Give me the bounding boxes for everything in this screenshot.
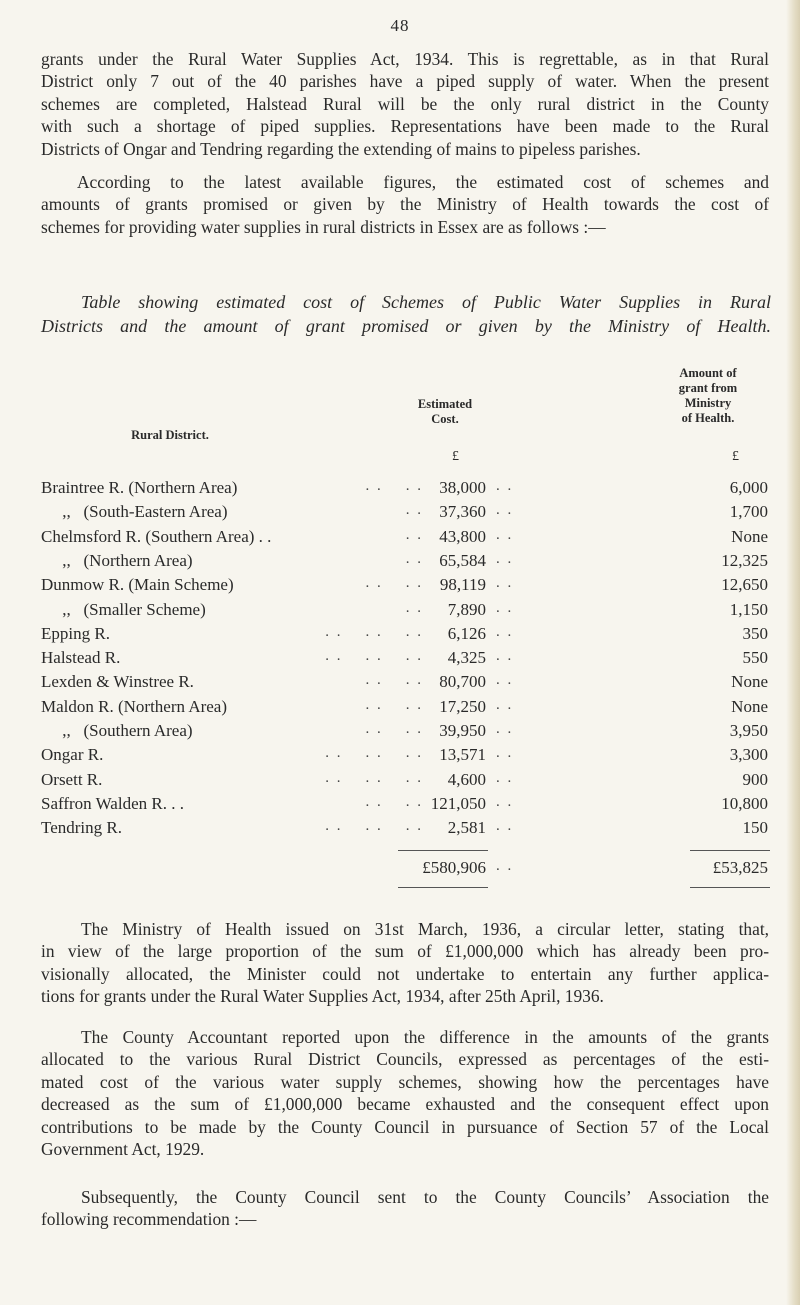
total-rule-top xyxy=(398,850,488,851)
table-row xyxy=(0,648,800,672)
text-line: schemes for providing water supplies in rural districts in Essex are as follows :— xyxy=(41,216,606,237)
table-row xyxy=(0,697,800,721)
page-number: 48 xyxy=(390,16,410,35)
estimated-cost: 7,890 xyxy=(447,599,486,619)
leader-dots: . . . . . . xyxy=(325,769,423,786)
column-header-grant xyxy=(652,366,764,426)
caption-line: Districts and the amount of grant promised or given by the Ministry of Health. xyxy=(41,316,771,336)
leader-dots: . . xyxy=(496,575,514,592)
text-line: schemes are completed, Halstead Rural will be the only rural district in the County xyxy=(41,93,769,114)
district-name: Ongar R. xyxy=(41,745,104,765)
leader-dots: . . . . xyxy=(365,575,423,592)
header-line: Ministry xyxy=(684,396,732,410)
text-line: The County Accountant reported upon the difference in the amounts of the grants xyxy=(81,1027,769,1047)
estimated-cost: 17,250 xyxy=(439,696,486,716)
text-line: following recommendation :— xyxy=(41,1209,257,1230)
circular-paragraph xyxy=(41,918,769,1008)
total-rule-top xyxy=(690,850,770,851)
leader-dots: . . xyxy=(496,745,514,762)
figures-paragraph xyxy=(41,171,769,238)
grant-amount: None xyxy=(731,696,768,716)
table-row xyxy=(0,818,800,842)
table-row xyxy=(0,527,800,551)
district-name: ,, (Southern Area) xyxy=(41,721,193,740)
total-rule-bottom xyxy=(690,887,770,888)
page-edge-shadow xyxy=(786,0,800,1305)
header-line: Estimated xyxy=(417,397,473,411)
text-line: Government Act, 1929. xyxy=(41,1139,205,1160)
table-row xyxy=(0,624,800,648)
grant-amount: 10,800 xyxy=(721,793,768,813)
leader-dots: . . xyxy=(496,696,514,713)
table-row xyxy=(0,721,800,745)
text-line: The Ministry of Health issued on 31st March, 1936, a circular letter, stating that, xyxy=(81,919,769,939)
grant-amount: 150 xyxy=(742,818,768,838)
estimated-cost: 121,050 xyxy=(430,793,486,813)
column-header-district: Rural District. xyxy=(131,428,209,442)
text-line: mated cost of the various water supply schemes, showing how the percentages have xyxy=(41,1071,769,1092)
district-name: ,, (Smaller Scheme) xyxy=(41,599,206,619)
leader-dots: . . xyxy=(496,502,514,519)
leader-dots: . . xyxy=(405,502,423,519)
text-line: District only 7 out of the 40 parishes have a piped supply of water. When the present xyxy=(41,71,769,92)
estimated-cost: 98,119 xyxy=(439,575,486,595)
table-row xyxy=(0,551,800,575)
estimated-cost: 37,360 xyxy=(439,502,486,522)
leader-dots: . . . . xyxy=(365,793,423,810)
grant-amount: 1,150 xyxy=(729,599,768,619)
estimated-cost: 4,325 xyxy=(447,648,486,668)
text-line: Districts of Ongar and Tendring regarding the extending of mains to pipeless parishes. xyxy=(41,138,641,159)
district-name: Saffron Walden R. . . xyxy=(41,793,184,813)
leader-dots: . . . . xyxy=(365,696,423,713)
estimated-cost: 38,000 xyxy=(439,478,486,497)
table-row xyxy=(0,770,800,794)
leader-dots: . . xyxy=(405,550,423,567)
grant-amount: 900 xyxy=(742,769,768,789)
grant-amount: 350 xyxy=(742,623,768,643)
leader-dots: . . xyxy=(496,818,514,835)
header-line: grant from xyxy=(678,381,738,395)
leader-dots: . . xyxy=(496,648,514,665)
district-name: Lexden & Winstree R. xyxy=(41,672,194,692)
leader-dots: . . . . xyxy=(365,721,423,737)
estimated-cost: 43,800 xyxy=(439,526,486,546)
district-name: Maldon R. (Northern Area) xyxy=(41,696,228,716)
district-name: Chelmsford R. (Southern Area) . . xyxy=(41,526,272,546)
table-row xyxy=(0,600,800,624)
header-line: Amount of xyxy=(679,366,737,380)
district-name: Braintree R. (Northern Area) xyxy=(41,478,238,497)
grant-amount: 3,300 xyxy=(729,745,768,765)
grant-amount: 1,700 xyxy=(729,502,768,522)
leader-dots: . . xyxy=(496,769,514,786)
total-rule-bottom xyxy=(398,887,488,888)
leader-dots: . . xyxy=(405,599,423,616)
leader-dots: . . . . . . xyxy=(325,623,423,640)
estimated-cost: 2,581 xyxy=(447,818,486,838)
leader-dots: . . xyxy=(496,721,514,737)
leader-dots: . . xyxy=(496,526,514,543)
district-name: Orsett R. xyxy=(41,769,103,789)
district-name: Halstead R. xyxy=(41,648,121,668)
text-line: allocated to the various Rural District Councils, expressed as percentages of the esti- xyxy=(41,1049,769,1070)
table-caption xyxy=(41,290,771,338)
table-row xyxy=(0,745,800,769)
district-name: ,, (South-Eastern Area) xyxy=(41,502,228,522)
leader-dots: . . xyxy=(496,478,514,494)
intro-paragraph xyxy=(41,48,769,160)
estimated-cost: 6,126 xyxy=(447,623,486,643)
cost-currency-unit: £ xyxy=(452,449,459,464)
leader-dots: . . xyxy=(405,526,423,543)
table-row xyxy=(0,478,800,502)
grant-amount: None xyxy=(731,672,768,692)
text-line: grants under the Rural Water Supplies Act, 1934. This is regrettable, as in that Rural xyxy=(41,49,769,69)
table-row xyxy=(0,575,800,599)
text-line: visionally allocated, the Minister could not undertake to entertain any further applica- xyxy=(41,963,769,984)
table-row xyxy=(0,794,800,818)
header-line: of Health. xyxy=(681,411,735,425)
grant-amount: 6,000 xyxy=(729,478,768,497)
grant-currency-unit: £ xyxy=(732,449,739,464)
grant-amount: 550 xyxy=(742,648,768,668)
caption-line: Table showing estimated cost of Schemes of Public Water Supplies in Rural xyxy=(81,292,771,312)
text-line: with such a shortage of piped supplies. Representations have been made to the Rural xyxy=(41,116,769,137)
leader-dots: . . xyxy=(496,550,514,567)
text-line: amounts of grants promised or given by the Ministry of Health towards the cost of xyxy=(41,194,769,215)
leader-dots: . . xyxy=(496,672,514,689)
accountant-paragraph xyxy=(41,1026,769,1160)
estimated-cost: 65,584 xyxy=(439,550,486,570)
leader-dots: . . . . xyxy=(365,672,423,689)
district-name: ,, (Northern Area) xyxy=(41,550,193,570)
estimated-cost: 80,700 xyxy=(439,672,486,692)
text-line: tions for grants under the Rural Water Supplies Act, 1934, after 25th April, 1936. xyxy=(41,986,604,1007)
leader-dots: . . . . . . xyxy=(325,818,423,835)
leader-dots: . . xyxy=(496,858,514,874)
district-name: Dunmow R. (Main Scheme) xyxy=(41,575,234,595)
grant-amount: None xyxy=(731,526,768,546)
grant-amount: 12,650 xyxy=(721,575,768,595)
leader-dots: . . xyxy=(496,793,514,810)
leader-dots: . . xyxy=(496,623,514,640)
text-line: in view of the large proportion of the sum of £1,000,000 which has already been pro- xyxy=(41,941,769,962)
table-row xyxy=(0,672,800,696)
total-grant: £53,825 xyxy=(712,858,768,877)
text-line: decreased as the sum of £1,000,000 became exhausted and the consequent effect upon xyxy=(41,1094,769,1115)
header-line: Cost. xyxy=(431,412,459,426)
table-row xyxy=(0,502,800,526)
grant-amount: 12,325 xyxy=(721,550,768,570)
grant-amount: 3,950 xyxy=(729,721,768,740)
text-line: According to the latest available figures, the estimated cost of schemes and xyxy=(77,172,769,192)
text-line: contributions to be made by the County Council in pursuance of Section 57 of the Local xyxy=(41,1116,769,1137)
estimated-cost: 39,950 xyxy=(439,721,486,740)
district-name: Tendring R. xyxy=(41,818,122,838)
district-name: Epping R. xyxy=(41,623,110,643)
estimated-cost: 13,571 xyxy=(439,745,486,765)
leader-dots: . . . . . . xyxy=(325,745,423,762)
total-cost: £580,906 xyxy=(422,858,486,877)
estimated-cost: 4,600 xyxy=(447,769,486,789)
leader-dots: . . xyxy=(496,599,514,616)
subsequent-paragraph xyxy=(41,1186,769,1231)
leader-dots: . . . . xyxy=(365,478,423,494)
text-line: Subsequently, the County Council sent to the County Councils’ Association the xyxy=(81,1187,769,1207)
column-header-cost xyxy=(390,397,500,427)
leader-dots: . . . . . . xyxy=(325,648,423,665)
